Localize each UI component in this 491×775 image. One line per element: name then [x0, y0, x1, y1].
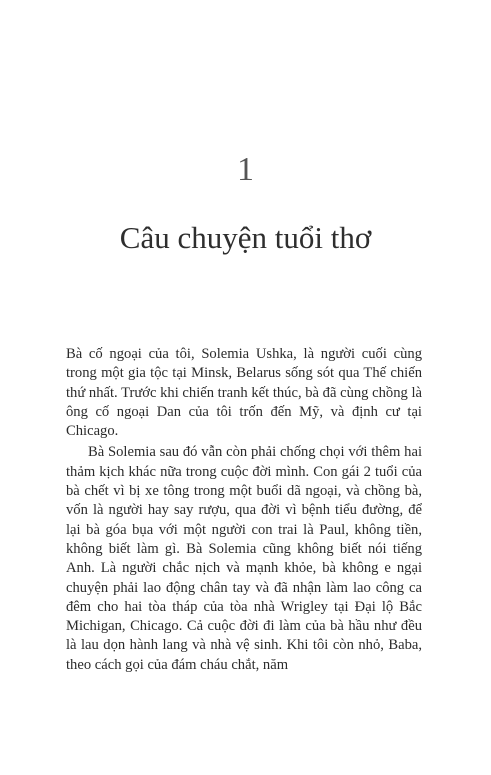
paragraph: Bà cố ngoại của tôi, Solemia Ushka, là người cuối cùng trong một gia tộc tại Minsk, Belarus sống sót qua Thế chiến thứ nhất. Trước khi chiến tranh kết thúc, bà đã cùng chồng là ông cố ngoại Dan của tôi trốn đến Mỹ, và định cư tại Chicago. — [66, 346, 422, 440]
chapter-number: 1 — [237, 151, 254, 188]
body-text — [66, 345, 422, 675]
paragraph: Bà Solemia sau đó vẫn còn phải chống chọi với thêm hai thảm kịch khác nữa trong cuộc đời mình. Con gái 2 tuổi của bà chết vì bị xe tông trong một buổi dã ngoại, và chồng bà, vốn là người hay say rượu, qua đời vì bệnh tiểu đường, để lại bà góa bụa với một người con trai là Paul, không tiền, không biết làm gì. Bà Solemia cũng không biết nói tiếng Anh. Là người chắc nịch và mạnh khỏe, bà không e ngại chuyện phải lao động chân tay và đã nhận làm lao công ca đêm cho hai tòa tháp của tòa nhà Wrigley tại Đại lộ Bắc Michigan, Chicago. Cả cuộc đời đi làm của bà hầu như đều là lau dọn hành lang và nhà vệ sinh. Khi tôi còn nhỏ, Baba, theo cách gọi của đám cháu chắt, năm — [66, 444, 422, 673]
chapter-title: Câu chuyện tuổi thơ — [119, 220, 372, 255]
